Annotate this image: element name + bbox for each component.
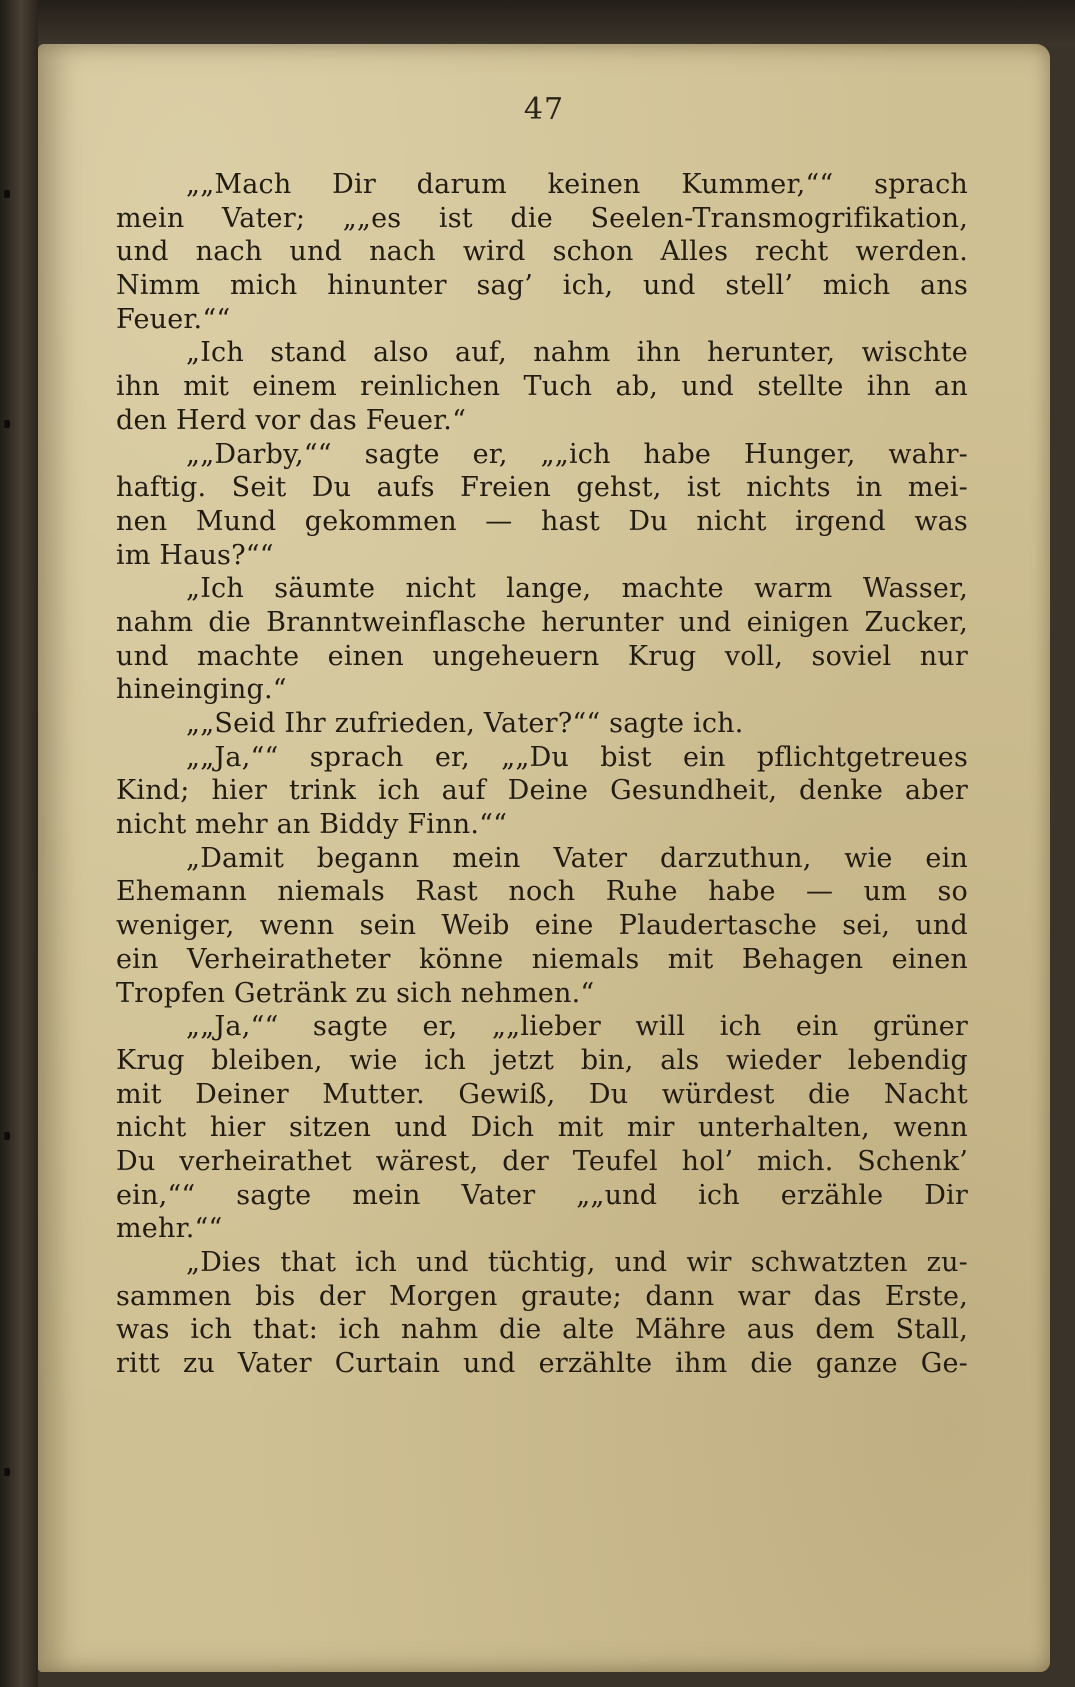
paragraph — [116, 168, 968, 336]
text-line: haftig. Seit Du aufs Freien gehst, ist nichts in mei- — [116, 472, 968, 504]
text-line: Ehemann niemals Rast noch Ruhe habe — um so — [116, 876, 968, 908]
text-line: und nach und nach wird schon Alles recht werden. — [116, 236, 968, 268]
paragraph — [116, 1010, 968, 1246]
text-line: Du verheirathet wärest, der Teufel hol’ mich. Schenk’ — [116, 1145, 968, 1177]
text-line: mein Vater; „„es ist die Seelen-Transmogrifikation, — [116, 202, 968, 234]
paragraph — [116, 572, 968, 707]
text-line: weniger, wenn sein Weib eine Plaudertasche sei, und — [116, 910, 968, 942]
text-line: Feuer.““ — [116, 303, 231, 335]
book-top-edge — [0, 0, 1075, 46]
text-line: mehr.““ — [116, 1213, 223, 1245]
binding-mark — [4, 1468, 10, 1476]
paragraph — [116, 1246, 968, 1381]
text-line: mit Deiner Mutter. Gewiß, Du würdest die Nacht — [116, 1078, 968, 1110]
text-line: ein Verheiratheter könne niemals mit Behagen einen — [116, 943, 968, 975]
paragraph — [116, 741, 968, 842]
paragraph — [116, 707, 968, 741]
paragraph — [116, 842, 968, 1010]
text-line: „Dies that ich und tüchtig, und wir schwatzten zu- — [186, 1247, 968, 1278]
text-line: was ich that: ich nahm die alte Mähre aus dem Stall, — [116, 1314, 968, 1346]
text-line: „Damit begann mein Vater darzuthun, wie ein — [186, 842, 968, 874]
text-line: Nimm mich hinunter sag’ ich, und stell’ mich ans — [116, 270, 968, 302]
text-line: nicht hier sitzen und Dich mit mir unterhalten, wenn — [116, 1112, 968, 1144]
text-line: ihn mit einem reinlichen Tuch ab, und stellte ihn an — [116, 371, 968, 403]
book-binding — [0, 0, 38, 1687]
text-line: den Herd vor das Feuer.“ — [116, 404, 467, 436]
book-page — [38, 44, 1050, 1672]
text-line: sammen bis der Morgen graute; dann war das Erste, — [116, 1280, 968, 1312]
binding-mark — [4, 190, 10, 198]
text-line: hineinging.“ — [116, 674, 287, 706]
page-number: 47 — [523, 92, 565, 127]
paragraph — [116, 336, 968, 437]
text-line: nen Mund gekommen — hast Du nicht irgend was — [116, 505, 968, 537]
text-line: „„Ja,““ sprach er, „„Du bist ein pflichtgetreues — [186, 741, 968, 773]
text-line: „„Mach Dir darum keinen Kummer,““ sprach — [186, 169, 968, 200]
text-line: nahm die Branntweinflasche herunter und einigen Zucker, — [116, 606, 968, 638]
text-line: „„Seid Ihr zufrieden, Vater?““ sagte ich. — [186, 708, 744, 739]
text-line: Krug bleiben, wie ich jetzt bin, als wieder lebendig — [116, 1044, 968, 1076]
text-line: „„Ja,““ sagte er, „„lieber will ich ein grüner — [186, 1011, 968, 1043]
text-line: „Ich stand also auf, nahm ihn herunter, wischte — [186, 337, 968, 369]
text-line: Kind; hier trink ich auf Deine Gesundheit, denke aber — [116, 775, 968, 807]
binding-mark — [4, 420, 10, 428]
text-line: ein,““ sagte mein Vater „„und ich erzähle Dir — [116, 1179, 968, 1211]
text-line: ritt zu Vater Curtain und erzählte ihm die ganze Ge- — [116, 1348, 968, 1380]
text-line: „Ich säumte nicht lange, machte warm Wasser, — [186, 573, 968, 605]
text-line: „„Darby,““ sagte er, „„ich habe Hunger, wahr- — [186, 438, 968, 470]
binding-mark — [4, 1132, 10, 1140]
text-line: und machte einen ungeheuern Krug voll, soviel nur — [116, 640, 968, 672]
paragraph — [116, 438, 968, 573]
text-line: nicht mehr an Biddy Finn.““ — [116, 809, 508, 841]
page-text — [116, 168, 968, 1381]
text-line: im Haus?““ — [116, 539, 274, 571]
text-line: Tropfen Getränk zu sich nehmen.“ — [116, 977, 595, 1009]
